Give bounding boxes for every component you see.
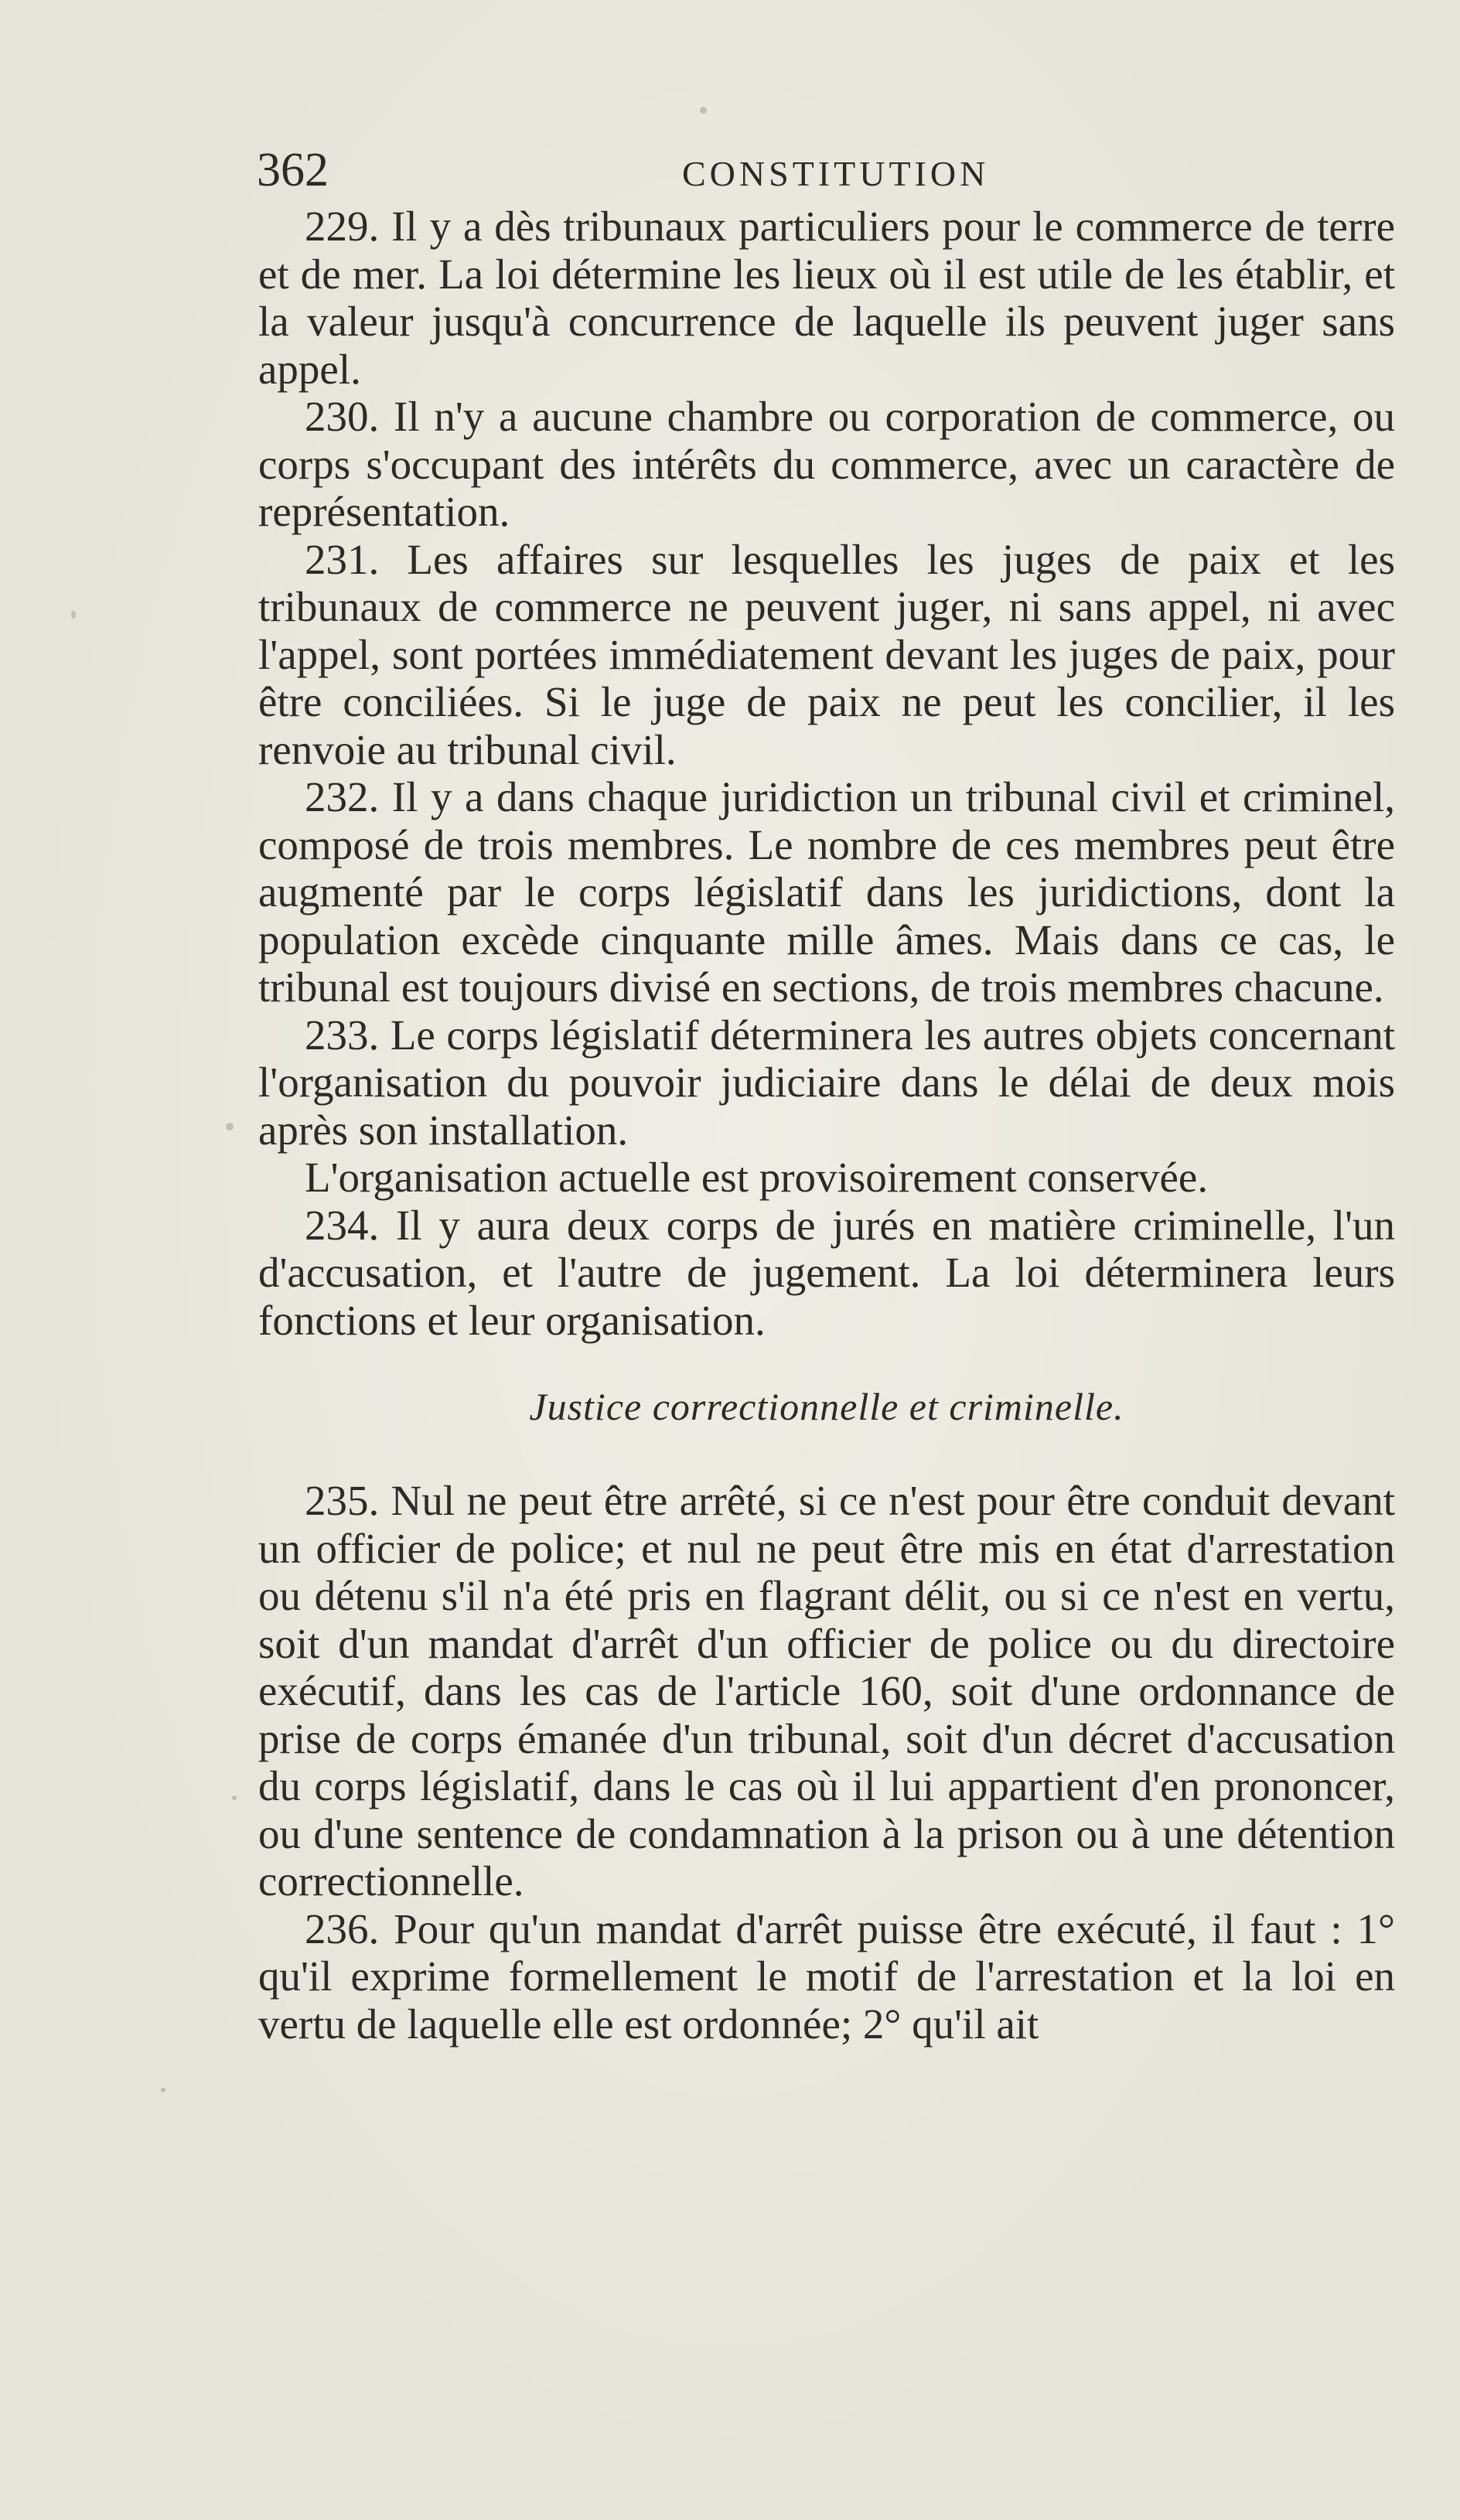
article-233-note: L'organisation actuelle est provisoirement conservée. — [305, 1154, 1209, 1201]
page-header — [257, 139, 1417, 201]
article-235: 235. Nul ne peut être arrêté, si ce n'est pour être conduit devant un officier de police; et nul ne peut être mis en état d'arrestation ou détenu s'il n'a été pris en flagrant délit, ou si ce n'est en vertu, soit d'un mandat d'arrêt d'un officier de police ou du directoire exécutif, dans les cas de l'article 160, soit d'une ordonnance de prise de corps émanée d'un tribunal, soit d'un décret d'accusation du corps législatif, dans le cas où il lui appartient d'en prononcer, ou d'une sentence de condamnation à la prison ou à une détention correctionnelle. — [258, 1477, 1395, 1904]
page-number: 362 — [257, 144, 329, 196]
paper-speck — [71, 611, 76, 619]
article-236: 236. Pour qu'un mandat d'arrêt puisse être exécuté, il faut : 1° qu'il exprime formellement le motif de l'arrestation et la loi en vertu de laquelle elle est ordonnée; 2° qu'il ait — [258, 1904, 1395, 2048]
article-233: 233. Le corps législatif déterminera les autres objets concernant l'organisation du pouvoir judiciaire dans le délai de deux mois après son installation. — [258, 1011, 1395, 1154]
article-232: 232. Il y a dans chaque juridiction un tribunal civil et criminel, composé de trois membres. Le nombre de ces membres peut être augmenté par le corps législatif dans les juridictions, dont la population excède cinquante mille âmes. Mais dans ce cas, le tribunal est toujours divisé en sections, de trois membres chacune. — [258, 773, 1395, 1011]
article-230: 230. Il n'y a aucune chambre ou corporation de commerce, ou corps s'occupant des intérêts du commerce, avec un caractère de représentation. — [258, 393, 1395, 535]
paper-speck — [226, 1123, 234, 1130]
article-229: 229. Il y a dès tribunaux particuliers pour le commerce de terre et de mer. La loi détermine les lieux où il est utile de les établir, et la valeur jusqu'à concurrence de laquelle ils peuvent juger sans appel. — [258, 203, 1395, 393]
running-head: CONSTITUTION — [682, 154, 990, 193]
paper-speck — [700, 107, 707, 114]
article-231: 231. Les affaires sur lesquelles les juges de paix et les tribunaux de commerce ne peuvent juger, ni sans appel, ni avec l'appel, sont portées immédiatement devant les juges de paix, pour être conciliées. Si le juge de paix ne peut les concilier, il les renvoie au tribunal civil. — [258, 535, 1395, 773]
paper-speck — [161, 2088, 165, 2092]
section-heading: Justice correctionnelle et criminelle. — [529, 1385, 1124, 1428]
body-text — [258, 203, 1395, 2048]
paper-speck — [232, 1795, 237, 1800]
article-234: 234. Il y aura deux corps de jurés en matière criminelle, l'un d'accusation, et l'autre de jugement. La loi déterminera leurs fonctions et leur organisation. — [258, 1201, 1395, 1344]
